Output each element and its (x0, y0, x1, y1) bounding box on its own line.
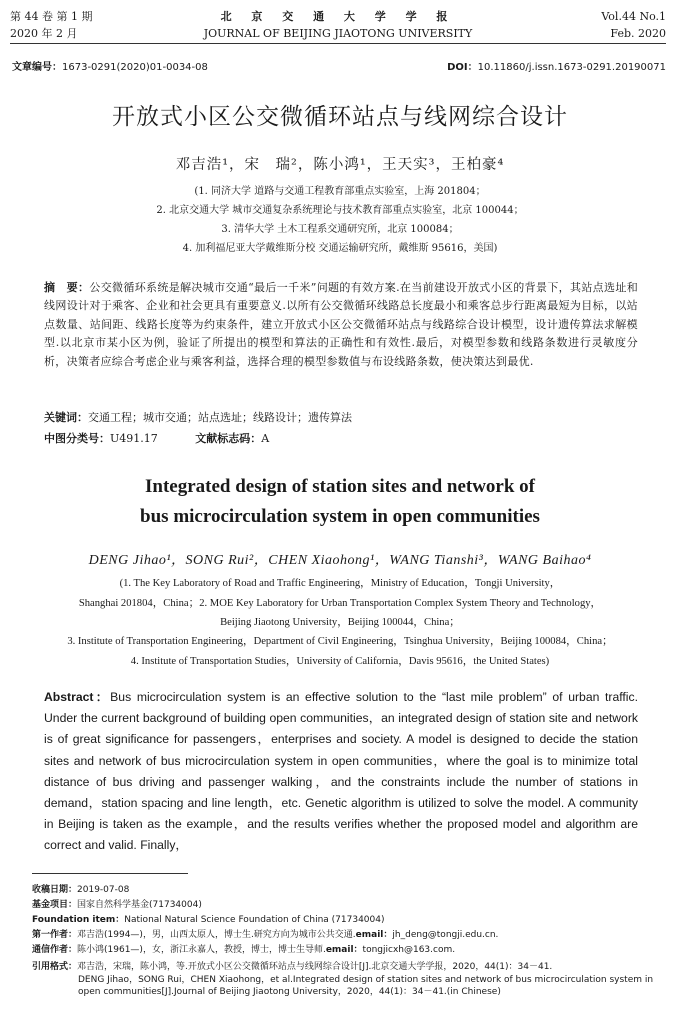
received-label: 收稿日期： (32, 885, 78, 895)
affiliation-cn-3: 3. 清华大学 土木工程系交通研究所，北京 100084； (221, 224, 459, 235)
doc-code-value: A (261, 432, 270, 445)
classification (44, 430, 269, 446)
paper-title-en-line-1: Integrated design of station sites and network of (144, 476, 536, 497)
paper-title-en (0, 472, 680, 532)
journal-name-cn: 北 京 交 通 大 学 学 报 (220, 10, 456, 23)
first-author-info: 邓吉浩(1994—)，男，山西太原人，博士生.研究方向为城市公共交通. (77, 930, 356, 940)
citation-line-3: open communities[J].Journal of Beijing Jiaotong University，2020，44(1)：34－41.(in Chinese) (78, 987, 501, 997)
corr-author-email-label: email： (325, 945, 363, 955)
citation-label: 引用格式： (32, 962, 78, 972)
journal-name-en: JOURNAL OF BEIJING JIAOTONG UNIVERSITY (203, 27, 473, 40)
date-en: Feb. 2020 (610, 27, 666, 40)
header-right (601, 8, 666, 42)
abstract-cn-label: 摘 要： (44, 281, 90, 294)
running-header (10, 8, 666, 44)
corr-author-label: 通信作者： (32, 945, 78, 955)
authors-cn: 邓吉浩¹，宋 瑞²，陈小鸿¹，王天实³，王柏豪⁴ (175, 157, 505, 173)
footnote-fund-en (32, 912, 385, 925)
header-center (10, 8, 666, 42)
affiliation-en-1: (1. The Key Laboratory of Road and Traffic Engineering，Ministry of Education，Tongji University， (119, 578, 561, 589)
first-author-email: jh_deng@tongji.edu.cn. (392, 930, 499, 940)
fund-en-value: National Natural Science Foundation of China (71734004) (124, 915, 385, 925)
paper-title-en-line-2: bus microcirculation system in open communities (140, 506, 540, 527)
footnote-divider (32, 873, 188, 874)
citation-format (32, 961, 672, 999)
footnote-received (32, 882, 129, 895)
affiliation-en-5: 4. Institute of Transportation Studies，University of California，Davis 95616，the United States) (130, 656, 550, 667)
received-date: 2019-07-08 (77, 885, 130, 895)
affiliation-cn-4: 4. 加利福尼亚大学戴维斯分校 交通运输研究所，戴维斯 95616，美国) (182, 243, 498, 254)
doi-label: DOI： (447, 62, 478, 73)
doi (447, 58, 666, 73)
corr-author-email: tongjicxh@163.com. (362, 945, 456, 955)
first-author-email-label: email： (355, 930, 393, 940)
abstract-cn (44, 279, 638, 371)
footnote-corresponding-author (32, 942, 455, 955)
affiliation-cn-1: (1. 同济大学 道路与交通工程教育部重点实验室，上海 201804； (194, 186, 486, 197)
corr-author-info: 陈小鸿(1961—)，女，浙江永嘉人，教授，博士，博士生导师. (77, 945, 326, 955)
paper-title-cn: 开放式小区公交微循环站点与线网综合设计 (112, 104, 568, 130)
first-author-label: 第一作者： (32, 930, 78, 940)
keywords-cn-text: 交通工程；城市交通；站点选址；线路设计；遗传算法 (88, 411, 352, 424)
affiliation-en-3: Beijing Jiaotong University，Beijing 100044，China； (220, 617, 460, 628)
date-cn: 2020 年 2 月 (10, 27, 78, 40)
volume-issue-en: Vol.44 No.1 (601, 10, 666, 23)
abstract-cn-text: 公交微循环系统是解决城市交通“最后一千米”问题的有效方案.在当前建设开放式小区的背景下，其站点选址和线网设计对于乘客、企业和社会更具有重要意义.以所有公交微循环线路总长度最小和乘客总步行距离最短为目标，以站点数量、站间距、线路长度等为约束条件，建立开放式小区公交微循环站点与线路综合设计模型，设计遗传算法求解模型.以北京市某小区为例，验证了所提出的模型和算法的正确性和有效性.最后，对模型参数和线路条数进行灵敏度分析，决策者应综合考虑企业与乘客利益，选择合理的模型参数值与布设线路条数，使决策达到最优. (44, 281, 638, 368)
article-meta (12, 58, 666, 73)
abstract-en-text: Bus microcirculation system is an effective solution to the “last mile problem” of urban traffic. Under the current background of building open communities，an integrated design of station site and network is of great significance for passengers，enterprises and society. A model is designed to decide the station sites and network of bus microcirculation system in open communities，where the goal is to minimize total distance of bus driving and passenger walking，and the constraints include the number of stations in demand，station spacing and line length，etc. Genetic algorithm is utilized to solve the model. A community in Beijing is taken as the example，and the results verifies whether the proposed model and algorithm are correct and valid. Finally， (44, 690, 638, 853)
affiliation-en-4: 3. Institute of Transportation Engineering，Department of Civil Engineering，Tsinghua University，Beijing 100084，China； (67, 636, 613, 647)
abstract-en (44, 687, 638, 857)
keywords-cn (44, 409, 352, 425)
fund-label: 基金项目： (32, 900, 78, 910)
volume-issue-cn: 第 44 卷 第 1 期 (10, 10, 93, 23)
keywords-cn-label: 关键词： (44, 411, 88, 424)
citation-line-1: 邓吉浩，宋瑞，陈小鸿，等.开放式小区公交微循环站点与线网综合设计[J].北京交通大学学报，2020，44(1)：34－41. (77, 962, 553, 972)
article-no-label: 文章编号： (12, 62, 62, 73)
header-divider (10, 43, 666, 44)
affiliation-en-2: Shanghai 201804，China；2. MOE Key Laboratory for Urban Transportation Complex System Theory and Technology， (78, 598, 602, 609)
citation-line-2: DENG Jihao，SONG Rui，CHEN Xiaohong，et al.Integrated design of station sites and network of bus microcirculation system in (78, 974, 654, 985)
clc-value: U491.17 (110, 432, 158, 445)
fund-value: 国家自然科学基金(71734004) (77, 900, 202, 910)
footnote-first-author (32, 927, 498, 940)
article-no: 1673-0291(2020)01-0034-08 (62, 62, 208, 73)
doi-value: 10.11860/j.issn.1673-0291.20190071 (477, 62, 666, 73)
authors-en: DENG Jihao¹，SONG Rui²，CHEN Xiaohong¹，WANG Tianshi³，WANG Baihao⁴ (88, 553, 592, 568)
footnote-fund (32, 897, 202, 910)
fund-en-label: Foundation item： (32, 915, 125, 925)
affiliation-cn-2: 2. 北京交通大学 城市交通复杂系统理论与技术教育部重点实验室，北京 100044； (156, 205, 524, 216)
clc-label: 中图分类号： (44, 432, 110, 445)
abstract-en-label: Abstract： (44, 690, 111, 704)
doc-code-label: 文献标志码： (195, 432, 262, 445)
